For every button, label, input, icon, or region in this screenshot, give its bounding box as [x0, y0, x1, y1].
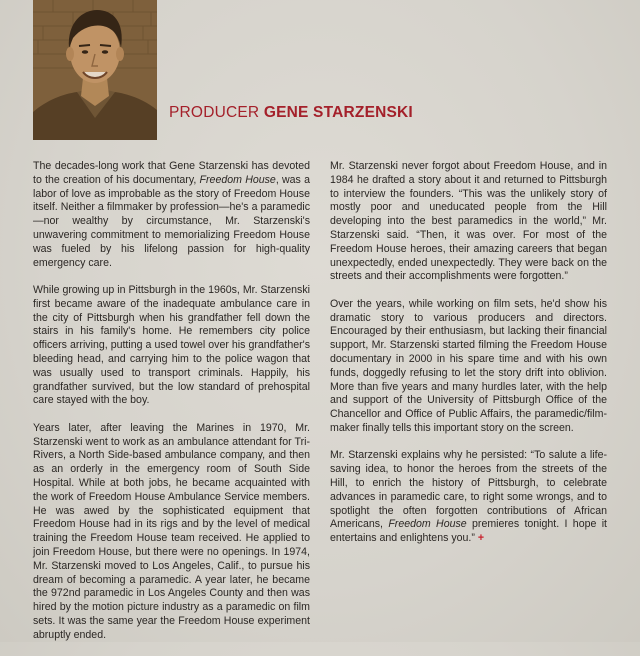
end-of-article-mark: +: [477, 532, 485, 545]
article-paragraph: The decades-long work that Gene Starzenski has devoted to the creation of his documentary, Freedom House, was a labor of love as improbable as the story of Freedom House itself. Neither a filmmaker by profession—he's a paramedic—nor wealthy by circumstance, Mr. Starzenski's unwavering commitment to memorializing Freedom House was fueled by his lifelong passion for high-quality emergency care.: [33, 160, 310, 269]
article-paragraph: Years later, after leaving the Marines in 1970, Mr. Starzenski went to work as an ambulance attendant for Tri-Rivers, a North Side-based ambulance company, and then as an orderly in the emergency room of South Side Hospital. While at both jobs, he became acquainted with the work of Freedom House Ambulance Service members. He was awed by the sophisticated equipment that Freedom House had in its rigs and by the level of medical training the Freedom House team received. He applied to join Freedom House, but there were no openings. In 1974, Mr. Starzenski moved to Los Angeles, Calif., to pursue his dream of becoming a paramedic. A year later, he became the 972nd paramedic in Los Angeles County and then was hired by the motion picture industry as a paramedic on film sets. It was the same year the Freedom House experiment abruptly ended.: [33, 421, 310, 641]
article-column-right: [330, 160, 607, 560]
portrait-illustration: [33, 0, 157, 140]
film-title: Freedom House: [199, 173, 276, 186]
article-paragraph: Mr. Starzenski never forgot about Freedom House, and in 1984 he drafted a story about it and returned to Pittsburgh to interview the founders. “This was the unlikely story of mostly poor and uneducated people from the Hill developing into the best paramedics in the world,” Mr. Starzenski said. “Then, it was over. For most of the Freedom House heroes, their amazing careers that began unexpectedly, ended unexpectedly. They were back on the streets and their accomplishments were forgotten.”: [330, 160, 607, 283]
article-paragraph: While growing up in Pittsburgh in the 1960s, Mr. Starzenski first became aware of the inadequate ambulance care in the city of Pittsburgh when his grandfather fell down the stairs in his family's home. He remembers city police officers arriving, putting a used towel over his grandfather's bleeding head, and carrying him to the police wagon that was usually used to transport criminals. Happily, his grandfather survived, but the low standard of prehospital care stayed with the boy.: [33, 283, 310, 407]
article-paragraph: Mr. Starzenski explains why he persisted: “To salute a life-saving idea, to honor the heroes from the streets of the Hill, to enrich the history of Pittsburgh, to celebrate advances in paramedic care, to right some wrongs, and to spotlight the often forgotten contributions of African Americans, Freedom House premieres tonight. I hope it entertains and enlightens you.” +: [330, 449, 608, 545]
film-title: Freedom House: [388, 518, 467, 531]
producer-portrait: [33, 0, 157, 140]
byline-role: PRODUCER: [169, 104, 260, 121]
article-paragraph: Over the years, while working on film sets, he'd show his dramatic story to various producers and directors. Encouraged by their enthusiasm, but lacking their financial support, Mr. Starzenski started filming the Freedom House documentary in 2000 in his spare time and with his own funds, doggedly refusing to let the story drift into oblivion. More than five years and many hurdles later, with the help and support of the University of Pittsburgh Office of the Chancellor and Office of Public Affairs, the paramedic/film-maker finally tells this important story on the screen.: [330, 297, 607, 434]
article-column-left: [33, 160, 310, 656]
producer-byline: [169, 104, 413, 122]
byline-name: GENE STARZENSKI: [263, 104, 413, 121]
